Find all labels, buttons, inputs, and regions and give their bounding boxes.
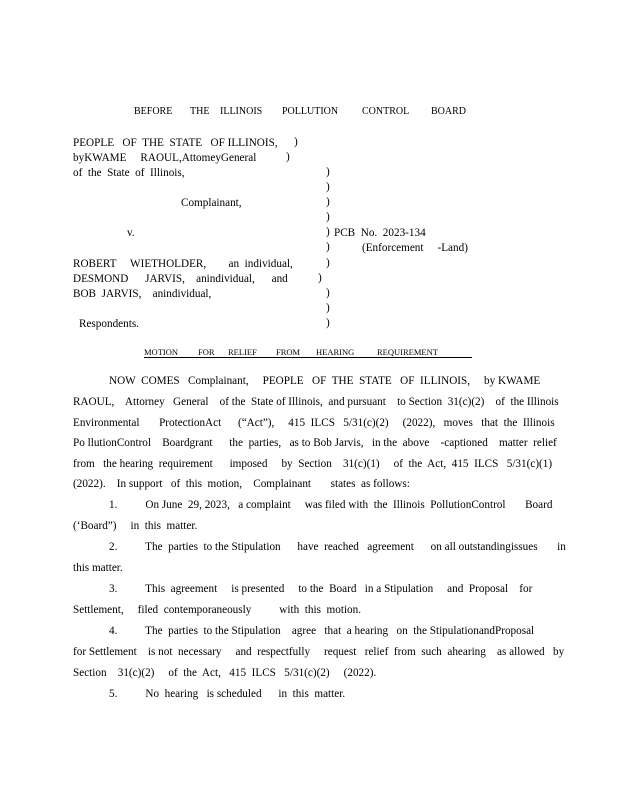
title-word: CONTROL [362,106,410,117]
caption-desmond: DESMOND JARVIS, anindividual, and [73,273,288,285]
caption-paren: ) [326,196,330,208]
title-word: POLLUTION [282,106,339,117]
caption-paren: ) [326,302,330,314]
caption-paren: ) [286,151,290,163]
heading-underline [144,357,472,358]
caption-paren: ) [326,226,330,238]
caption-robert: ROBERT WIETHOLDER, an individual, [73,258,293,270]
body-line: Po llutionControl Boardgrant the parties, as to Bob Jarvis, in the above -captioned matter relief [73,437,557,449]
body-line: 1. On June 29, 2023, a complaint was filed with the Illinois PollutionControl Board [109,499,553,511]
body-line: Environmental ProtectionAct (“Act”), 415 ILCS 5/31(c)(2) (2022), moves that the Illinois [73,417,555,429]
caption-pcb-number: PCB No. 2023-134 [334,227,426,239]
caption-paren: ) [326,241,330,253]
caption-paren: ) [326,211,330,223]
caption-enforcement: (Enforcement -Land) [362,242,468,254]
body-line: 4. The parties to the Stipulation agree that a hearing on the StipulationandProposal [109,625,535,637]
caption-paren: ) [318,272,322,284]
caption-paren: ) [326,317,330,329]
title-word: BEFORE [134,106,173,117]
body-line: from the hearing requirement imposed by Section 31(c)(1) of the Act, 415 ILCS 5/31(c)(1) [73,458,553,470]
heading-word: FROM [276,347,301,357]
caption-paren: ) [326,181,330,193]
heading-word: HEARING [316,347,355,357]
body-line: (2022). In support of this motion, Complainant states as follows: [73,478,410,490]
body-line: Settlement, filed contemporaneously with this motion. [73,604,362,616]
body-line: NOW COMES Complainant, PEOPLE OF THE STATE OF ILLINOIS, by KWAME [109,375,541,387]
caption-paren: ) [326,166,330,178]
caption-paren: ) [326,257,330,269]
caption-of-state: of the State of Illinois, [73,167,185,179]
body-line: Section 31(c)(2) of the Act, 415 ILCS 5/31(c)(2) (2022). [73,667,377,679]
body-line: 2. The parties to the Stipulation have reached agreement on all outstandingissues in [109,541,566,553]
caption-by: byKWAME RAOUL,AttomeyGeneral [73,152,257,164]
title-word: ILLINOIS [220,106,263,117]
body-line: (‘Board”) in this matter. [73,520,198,532]
heading-word: MOTION [144,347,178,357]
body-line: 3. This agreement is presented to the Board in a Stipulation and Proposal for [109,583,533,595]
heading-word: FOR [198,347,215,357]
caption-people: PEOPLE OF THE STATE OF ILLINOIS, [73,137,278,149]
heading-word: RELIEF [228,347,257,357]
caption-v: v. [127,227,135,239]
body-line: RAOUL, Attorney General of the State of Illinois, and pursuant to Section 31(c)(2) of the Illinois [73,396,559,408]
caption-paren: ) [326,287,330,299]
body-line: this matter. [73,562,123,574]
caption-respondents: Respondents. [79,318,139,330]
title-word: BOARD [431,106,467,117]
caption-paren: ) [294,136,298,148]
body-line: 5. No hearing is scheduled in this matter. [109,688,346,700]
caption-bob: BOB JARVIS, anindividual, [73,288,212,300]
heading-word: REQUIREMENT [377,347,438,357]
body-line: for Settlement is not necessary and respectfully request relief from such ahearing as allowed by [73,646,565,658]
title-word: THE [190,106,210,117]
caption-complainant: Complainant, [181,197,242,209]
